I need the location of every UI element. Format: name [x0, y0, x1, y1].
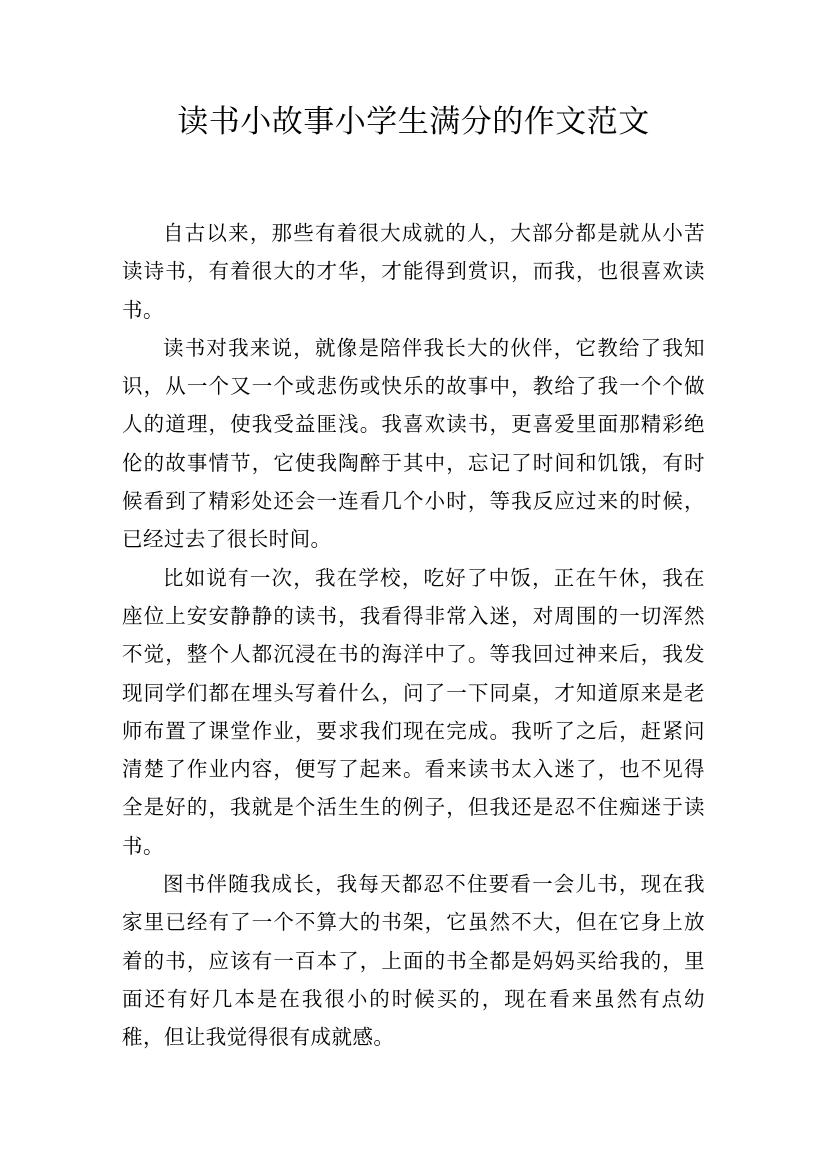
document-body: [122, 214, 705, 1057]
document-title: 读书小故事小学生满分的作文范文: [177, 104, 650, 140]
paragraph-3: 比如说有一次，我在学校，吃好了中饭，正在午休，我在座位上安安静静的读书，我看得非常入迷，对周围的一切浑然不觉，整个人都沉浸在书的海洋中了。等我回过神来后，我发现同学们都在埋头写着什么，问了一下同桌，才知道原来是老师布置了课堂作业，要求我们现在完成。我听了之后，赶紧问清楚了作业内容，便写了起来。看来读书太入迷了，也不见得全是好的，我就是个活生生的例子，但我还是忍不住痴迷于读书。: [122, 565, 705, 858]
paragraph-4: 图书伴随我成长，我每天都忍不住要看一会儿书，现在我家里已经有了一个不算大的书架，它虽然不大，但在它身上放着的书，应该有一百本了，上面的书全都是妈妈买给我的，里面还有好几本是在我很小的时候买的，现在看来虽然有点幼稚，但让我觉得很有成就感。: [122, 872, 705, 1050]
paragraph-2: 读书对我来说，就像是陪伴我长大的伙伴，它教给了我知识，从一个又一个或悲伤或快乐的故事中，教给了我一个个做人的道理，使我受益匪浅。我喜欢读书，更喜爱里面那精彩绝伦的故事情节，它使我陶醉于其中，忘记了时间和饥饿，有时候看到了精彩处还会一连看几个小时，等我反应过来的时候，已经过去了很长时间。: [122, 335, 705, 552]
paragraph-1: 自古以来，那些有着很大成就的人，大部分都是就从小苦读诗书，有着很大的才华，才能得到赏识，而我，也很喜欢读书。: [122, 221, 705, 322]
